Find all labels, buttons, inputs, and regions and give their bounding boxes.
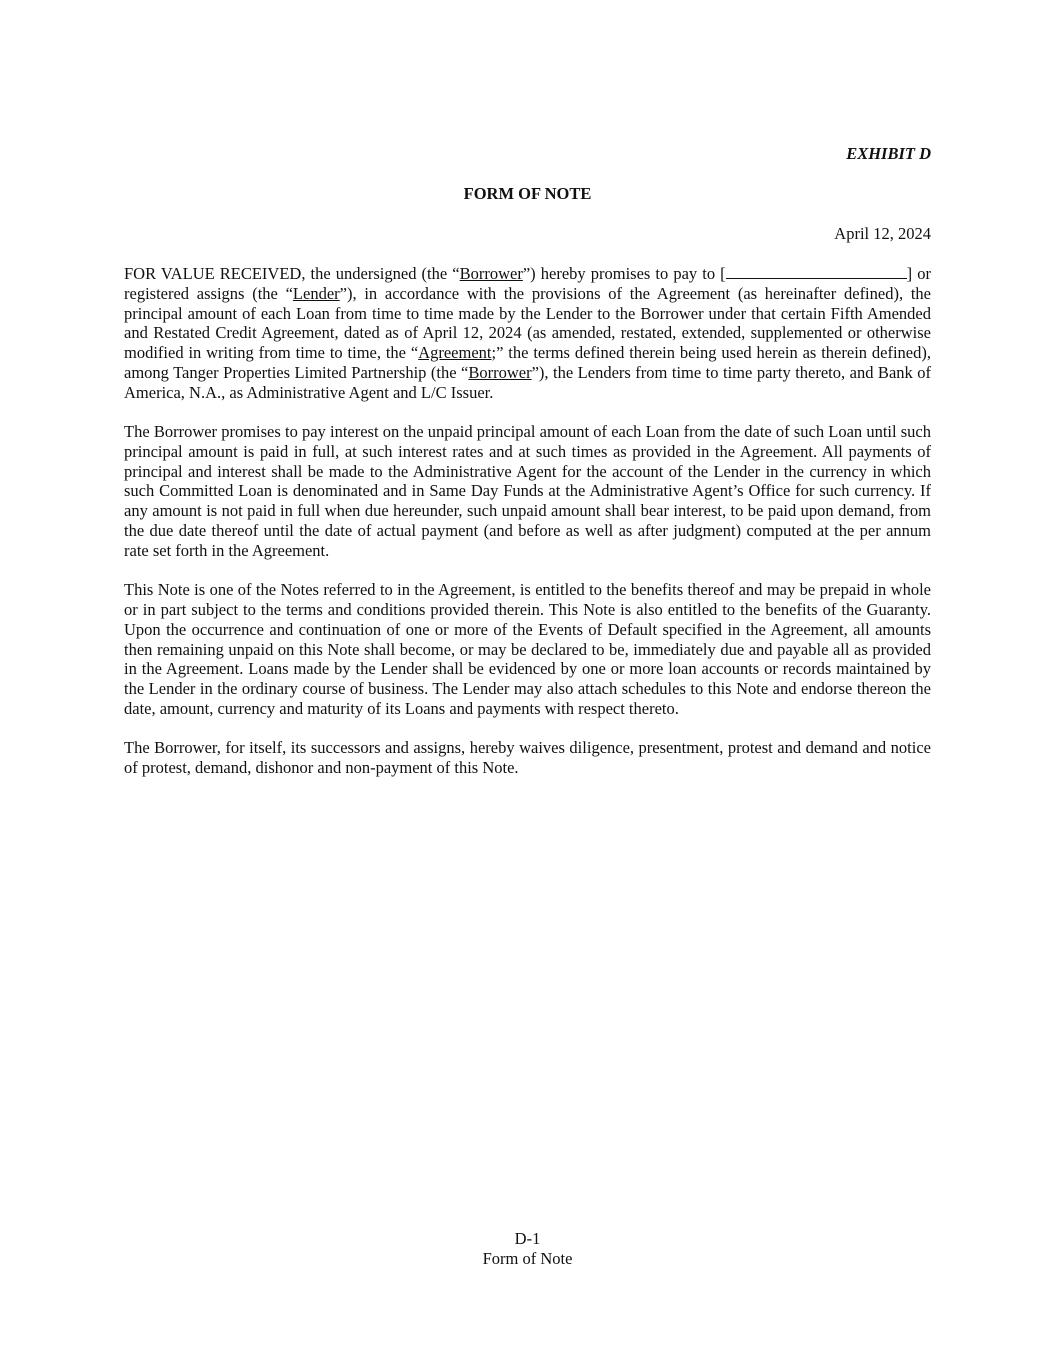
paragraph-interest: The Borrower promises to pay interest on the unpaid principal amount of each Loan from the date of such Loan until such principal amount is paid in full, at such interest rates and at such times as provided in the Agreement. All payments of principal and interest shall be made to the Administrative Agent for the account of the Lender in the currency in which such Committed Loan is denominated and in Same Day Funds at the Administrative Agent’s Office for such currency. If any amount is not paid in full when due hereunder, such unpaid amount shall bear interest, to be paid upon demand, from the due date thereof until the date of actual payment (and before as well as after judgment) computed at the per annum rate set forth in the Agreement. bbox=[124, 422, 931, 560]
defined-term-borrower: Borrower bbox=[459, 264, 523, 283]
exhibit-label: EXHIBIT D bbox=[846, 144, 931, 163]
footer-label: Form of Note bbox=[482, 1249, 573, 1268]
p1-text-d: ] or registered assigns (the “ bbox=[124, 264, 932, 303]
p1-text-f: ”), in accordance with the provisions of the Agreement (as hereinafter defined), the principal amount of each Loan from time to time made by the Lender to the Borrower under that certain Fifth Amended and Restated Credit Agreement, dated as of April 12, 2024 (as amended, restated, extended, supplemented or otherwise modified in writing from time to time, the “ bbox=[124, 283, 931, 363]
lender-name-blank bbox=[726, 264, 907, 279]
defined-term-borrower-2: Borrower bbox=[468, 362, 532, 382]
p1-text-c: ”) hereby promises to pay to [ bbox=[522, 264, 726, 283]
defined-term-agreement: Agreement bbox=[418, 343, 492, 363]
page-footer bbox=[0, 1229, 1055, 1269]
p1-text-j: ”), the Lenders from time to time party thereto, and Bank of America, N.A., as Administrative Agent and L/C Issuer. bbox=[124, 362, 931, 402]
paragraph-promise-to-pay bbox=[124, 264, 931, 403]
p1-text-h: ;” the terms defined therein being used herein as therein defined), among Tanger Properties Limited Partnership (the “ bbox=[124, 343, 932, 382]
document-date: April 12, 2024 bbox=[834, 224, 931, 243]
p1-text-a: FOR VALUE RECEIVED, the undersigned (the “ bbox=[124, 264, 460, 283]
page-number: D-1 bbox=[514, 1229, 541, 1248]
defined-term-lender: Lender bbox=[292, 283, 340, 303]
paragraph-waiver: The Borrower, for itself, its successors and assigns, hereby waives diligence, presentment, protest and demand and notice of protest, demand, dishonor and non-payment of this Note. bbox=[124, 738, 931, 778]
document-body bbox=[124, 264, 931, 797]
document-title: FORM OF NOTE bbox=[463, 184, 592, 203]
paragraph-note-benefits: This Note is one of the Notes referred to in the Agreement, is entitled to the benefits thereof and may be prepaid in whole or in part subject to the terms and conditions provided therein. This Note is also entitled to the benefits of the Guaranty. Upon the occurrence and continuation of one or more of the Events of Default specified in the Agreement, all amounts then remaining unpaid on this Note shall become, or may be declared to be, immediately due and payable all as provided in the Agreement. Loans made by the Lender shall be evidenced by one or more loan accounts or records maintained by the Lender in the ordinary course of business. The Lender may also attach schedules to this Note and endorse thereon the date, amount, currency and maturity of its Loans and payments with respect thereto. bbox=[124, 580, 931, 718]
